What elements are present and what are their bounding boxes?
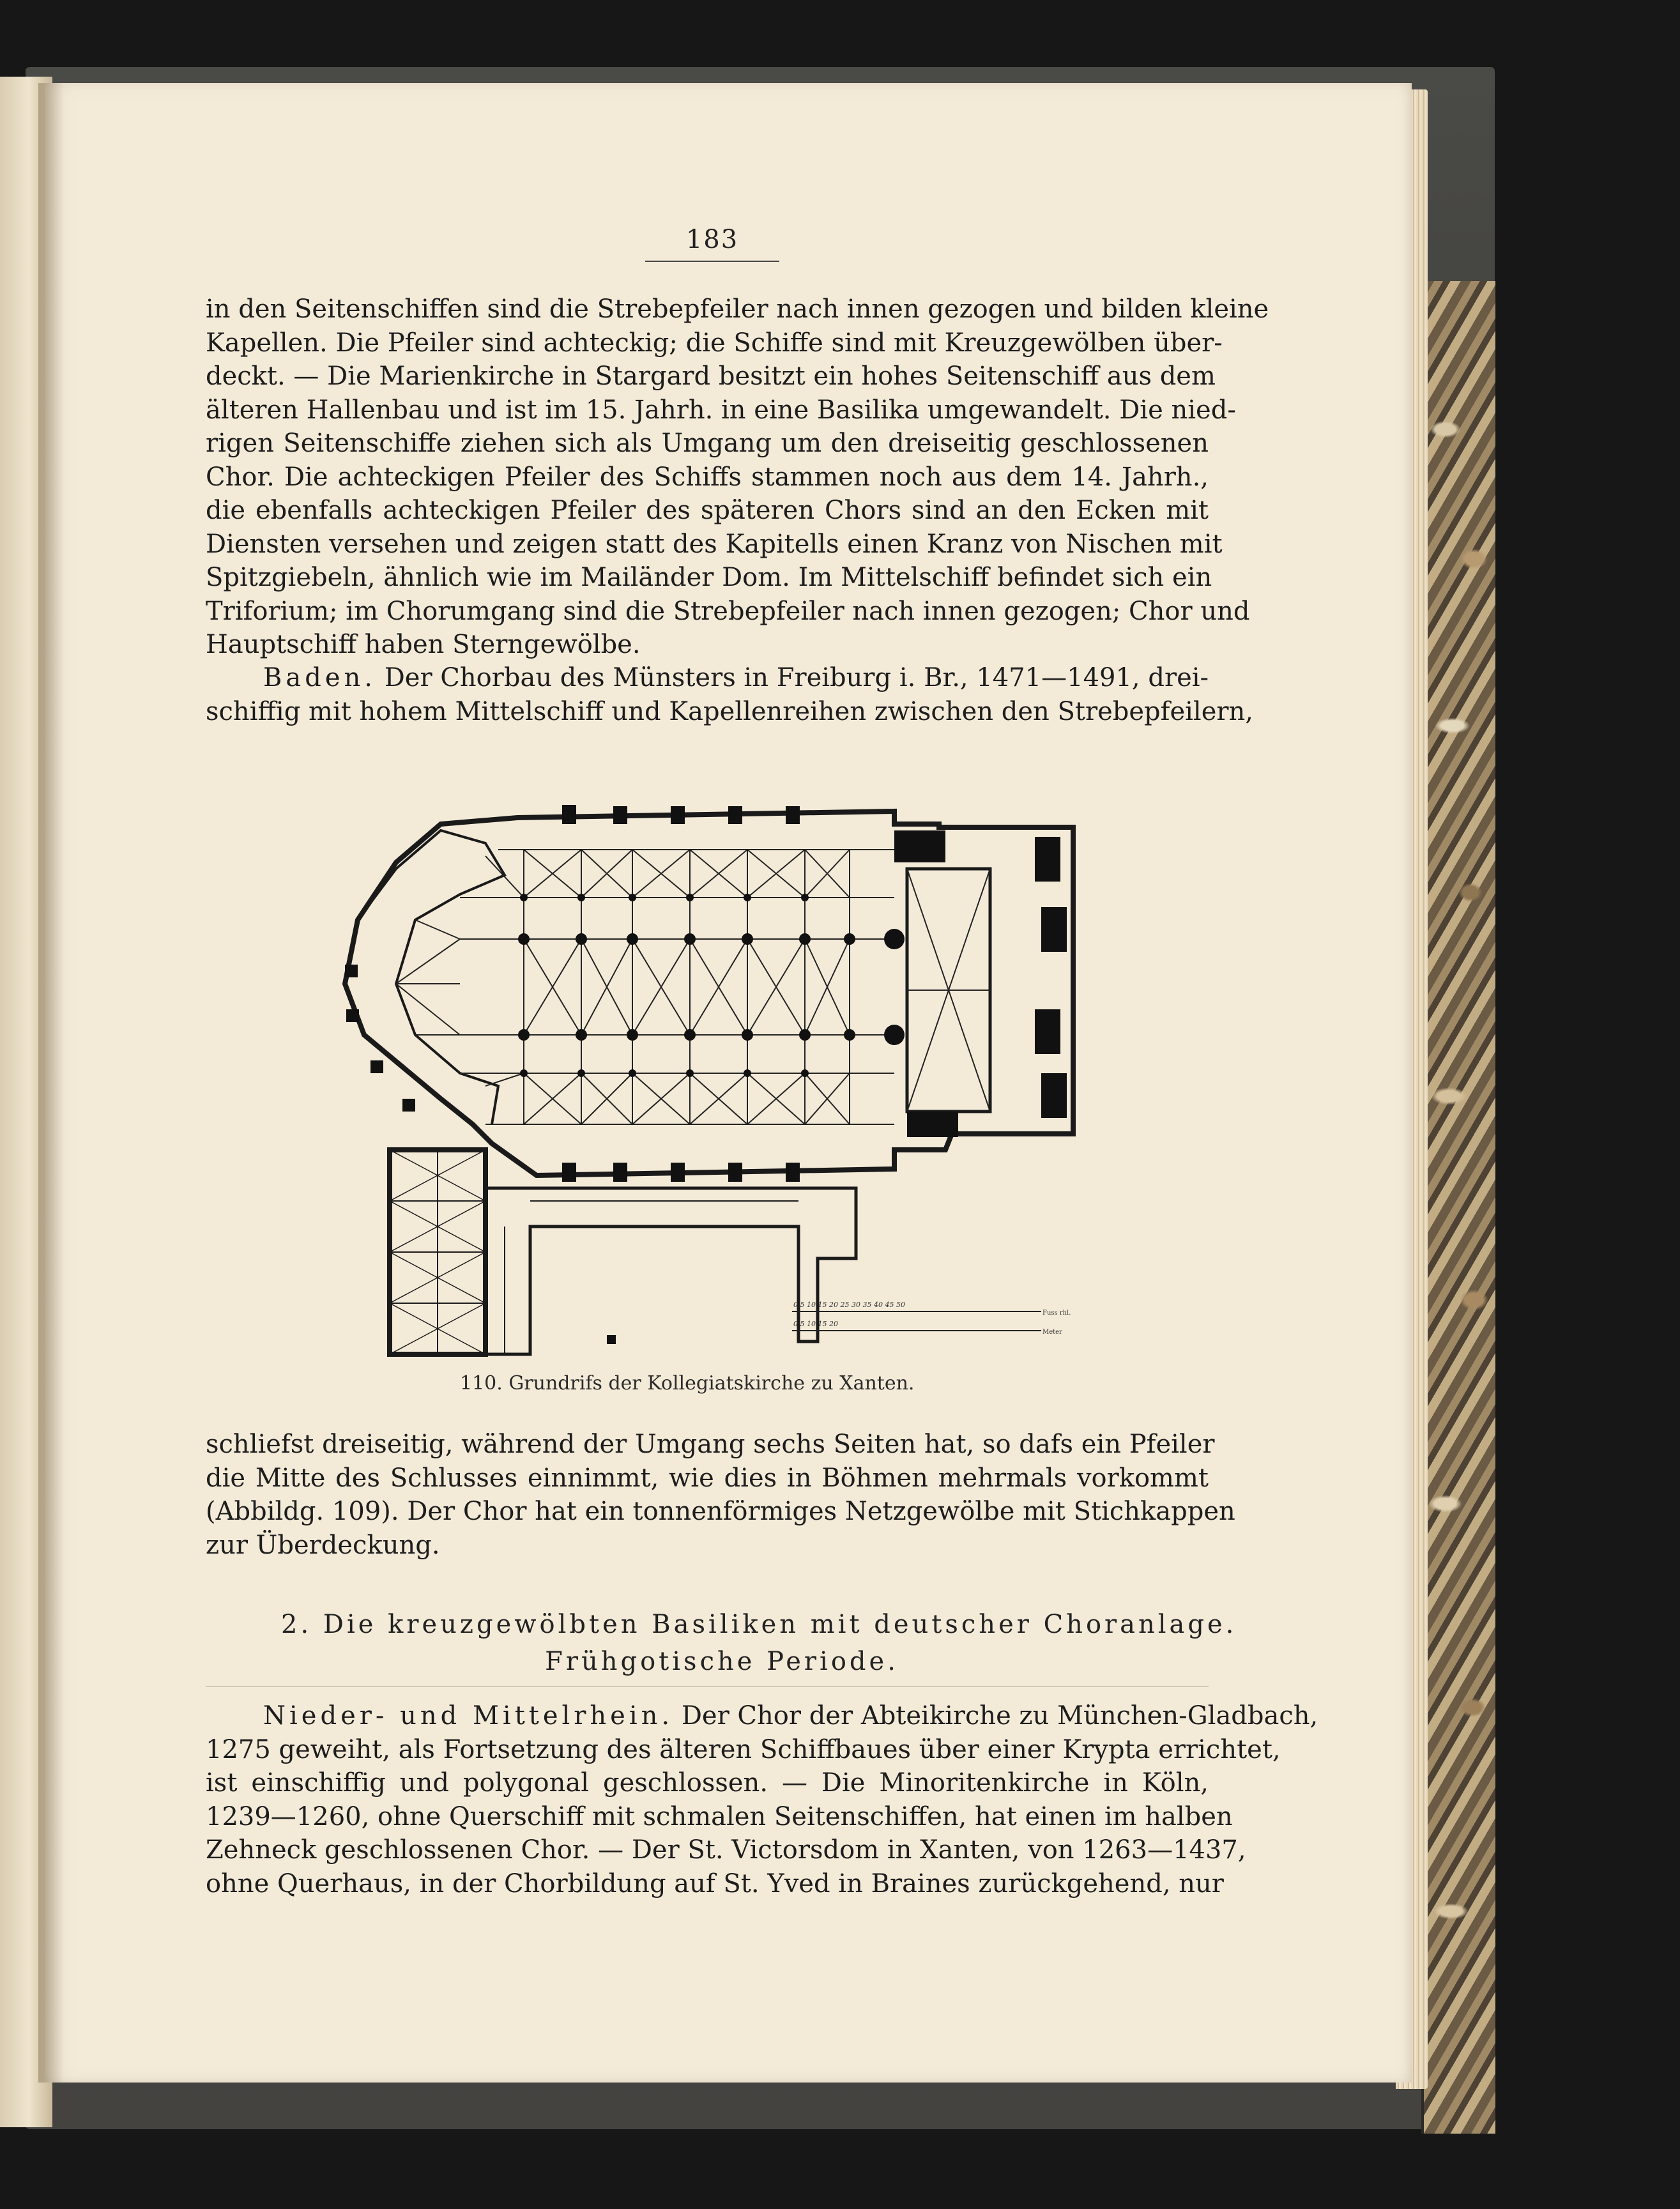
text-run: Der Chor der Abteikirche zu München-Gladbach, bbox=[673, 1701, 1318, 1731]
text-line: Diensten versehen und zeigen statt des Kapitells einen Kranz von Nischen mit bbox=[206, 529, 1223, 559]
section-rule bbox=[206, 1686, 1209, 1687]
text-line: rigen Seitenschiffe ziehen sich als Umgang um den dreiseitig geschlossenen bbox=[206, 429, 1209, 458]
text-line: 1275 geweiht, als Fortsetzung des älteren Schiffbaues über einer Krypta errichtet, bbox=[206, 1734, 1281, 1764]
scale-ticks-upper: 0 5 10 15 20 25 30 35 40 45 50 bbox=[793, 1301, 905, 1309]
text-line: Spitzgiebeln, ähnlich wie im Mailänder Dom. Im Mittelschiff befindet sich ein bbox=[206, 563, 1212, 592]
text-line: Hauptschiff haben Sterngewölbe. bbox=[206, 630, 641, 659]
text-line: 1239—1260, ohne Querschiff mit schmalen Seitenschiffen, hat einen im halben bbox=[206, 1801, 1233, 1831]
text-run: Der Chorbau des Münsters in Freiburg i. Br., 1471—1491, drei- bbox=[376, 663, 1209, 692]
text-line: Zehneck geschlossenen Chor. — Der St. Victorsdom in Xanten, von 1263—1437, bbox=[206, 1835, 1246, 1865]
header-rule bbox=[645, 261, 779, 262]
text-line: schiffig mit hohem Mittelschiff und Kapellenreihen zwischen den Strebepfeilern, bbox=[206, 696, 1253, 726]
scale-ticks-lower: 0 5 10 15 20 bbox=[793, 1320, 838, 1328]
gutter-shadow bbox=[38, 83, 64, 2083]
paragraph-2 bbox=[206, 661, 1253, 728]
text-line: deckt. — Die Marienkirche in Stargard besitzt ein hohes Seitenschiff aus dem bbox=[206, 362, 1216, 391]
region-heading: Nieder- und Mittelrhein. bbox=[263, 1701, 674, 1731]
paragraph-4 bbox=[206, 1699, 1318, 1900]
text-line: die Mitte des Schlusses einnimmt, wie dies in Böhmen mehrmals vorkommt bbox=[206, 1463, 1209, 1493]
pier-marker bbox=[607, 1335, 616, 1344]
text-line: zur Überdeckung. bbox=[206, 1530, 440, 1560]
text-line: in den Seitenschiffen sind die Strebepfeiler nach innen gezogen und bilden kleine bbox=[206, 294, 1269, 324]
marbled-endpaper bbox=[1421, 281, 1495, 2134]
section-heading: 2. Die kreuzgewölbten Basiliken mit deutscher Choranlage. bbox=[281, 1610, 1237, 1639]
text-line: älteren Hallenbau und ist im 15. Jahrh. in eine Basilika umgewandelt. Die nied- bbox=[206, 395, 1236, 425]
page-number: 183 bbox=[685, 225, 739, 254]
vault-ribs bbox=[396, 850, 990, 1124]
piers bbox=[345, 805, 1067, 1182]
scale-unit-lower: Meter bbox=[1042, 1329, 1062, 1336]
text-line bbox=[206, 661, 1209, 695]
figure-caption: 110. Grundrifs der Kollegiatskirche zu Xanten. bbox=[460, 1372, 915, 1395]
floor-plan-figure bbox=[332, 767, 1080, 1361]
region-heading: Baden. bbox=[263, 663, 376, 692]
text-line: die ebenfalls achteckigen Pfeiler des späteren Chors sind an den Ecken mit bbox=[206, 496, 1209, 525]
text-line bbox=[206, 1699, 1318, 1733]
section-subheading: Frühgotische Periode. bbox=[545, 1647, 899, 1676]
paragraph-1 bbox=[206, 293, 1269, 662]
paragraph-3 bbox=[206, 1428, 1235, 1562]
text-line: Kapellen. Die Pfeiler sind achteckig; die Schiffe sind mit Kreuzgewölben über- bbox=[206, 328, 1223, 358]
text-line: Triforium; im Chorumgang sind die Strebepfeiler nach innen gezogen; Chor und bbox=[206, 596, 1250, 626]
text-line: (Abbildg. 109). Der Chor hat ein tonnenförmiges Netzgewölbe mit Stichkappen bbox=[206, 1497, 1235, 1526]
text-line: ohne Querhaus, in der Chorbildung auf St. Yved in Braines zurückgehend, nur bbox=[206, 1869, 1224, 1899]
text-line: ist einschiffig und polygonal geschlossen. — Die Minoritenkirche in Köln, bbox=[206, 1768, 1209, 1798]
text-line: Chor. Die achteckigen Pfeiler des Schiffs stammen noch aus dem 14. Jahrh., bbox=[206, 462, 1209, 492]
scale-unit-upper: Fuss rhl. bbox=[1042, 1310, 1071, 1317]
text-line: schliefst dreiseitig, während der Umgang sechs Seiten hat, so dafs ein Pfeiler bbox=[206, 1430, 1215, 1459]
